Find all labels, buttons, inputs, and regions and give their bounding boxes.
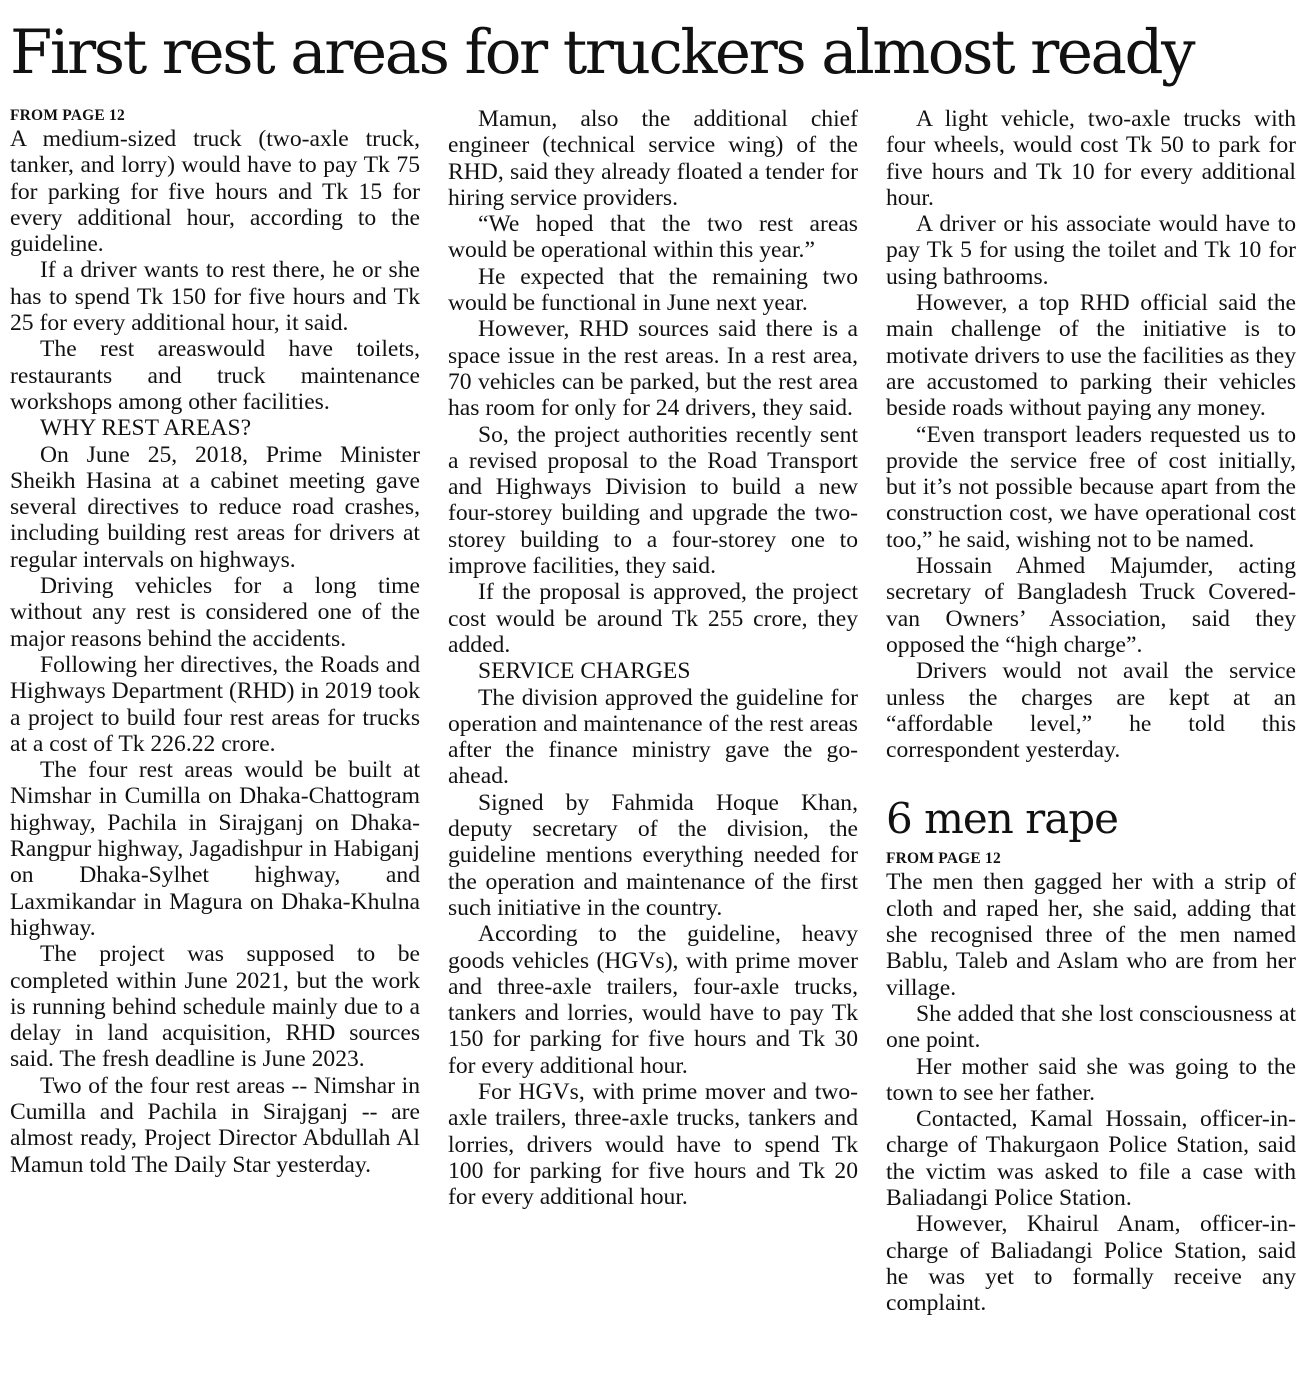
article-column-2 [448, 106, 858, 1210]
paragraph: Drivers would not avail the service unless the charges are kept at an “affordable level,” he told this correspondent yesterday. [886, 658, 1296, 764]
paragraph: He expected that the remaining two would be functional in June next year. [448, 263, 858, 317]
paragraph: “Even transport leaders requested us to provide the service free of cost initially, but it’s not possible because apart from the construction cost, we have operational cost too,” he said, wishing not to be named. [886, 421, 1296, 553]
section-subhead: WHY REST AREAS? [40, 415, 252, 442]
paragraph: Driving vehicles for a long time without any rest is considered one of the major reasons behind the accidents. [10, 573, 420, 652]
paragraph: The rest areaswould have toilets, restaurants and truck maintenance workshops among other facilities. [10, 336, 420, 415]
paragraph: The project was supposed to be completed within June 2021, but the work is running behind schedule mainly due to a delay in land acquisition, RHD sources said. The fresh deadline is June 2023. [10, 941, 420, 1073]
paragraph: A light vehicle, two-axle trucks with four wheels, would cost Tk 50 to park for five hours and Tk 10 for every additional hour. [886, 106, 1296, 211]
jump-kicker: FROM PAGE 12 [10, 107, 125, 124]
paragraph: The men then gagged her with a strip of cloth and raped her, she said, adding that she recognised three of the men named Bablu, Taleb and Aslam who are from her village. [886, 869, 1296, 1001]
article-headline: First rest areas for truckers almost ready [10, 17, 1194, 88]
paragraph: However, Khairul Anam, officer-in-charge of Baliadangi Police Station, said he was yet to formally receive any complaint. [886, 1211, 1296, 1317]
paragraph: She added that she lost consciousness at one point. [886, 1000, 1296, 1054]
paragraph: A driver or his associate would have to pay Tk 5 for using the toilet and Tk 10 for using bathrooms. [886, 211, 1296, 290]
paragraph: Her mother said she was going to the town to see her father. [886, 1053, 1296, 1106]
paragraph: However, a top RHD official said the main challenge of the initiative is to motivate drivers to use the facilities as they are accustomed to parking their vehicles beside roads without paying any money. [886, 290, 1296, 422]
paragraph: Signed by Fahmida Hoque Khan, deputy secretary of the division, the guideline mentions everything needed for the operation and maintenance of the first such initiative in the country. [448, 789, 858, 921]
section-subhead: SERVICE CHARGES [478, 658, 691, 685]
jump-kicker: FROM PAGE 12 [886, 850, 1001, 868]
paragraph: If a driver wants to rest there, he or she has to spend Tk 150 for five hours and Tk 25 for every additional hour, it said. [10, 257, 420, 337]
article-column-1 [10, 106, 420, 1178]
paragraph: However, RHD sources said there is a space issue in the rest areas. In a rest area, 70 vehicles can be parked, but the rest area has room for only for 24 drivers, they said. [448, 316, 858, 422]
paragraph: Contacted, Kamal Hossain, officer-in-charge of Thakurgaon Police Station, said the victim was asked to file a case with Baliadangi Police Station. [886, 1106, 1296, 1211]
paragraph: Two of the four rest areas -- Nimshar in Cumilla and Pachila in Sirajganj -- are almost ready, Project Director Abdullah Al Mamun told The Daily Star yesterday. [10, 1072, 420, 1178]
paragraph: A medium-sized truck (two-axle truck, tanker, and lorry) would have to pay Tk 75 for parking for five hours and Tk 15 for every additional hour, according to the guideline. [10, 126, 420, 258]
paragraph: On June 25, 2018, Prime Minister Sheikh Hasina at a cabinet meeting gave several directives to reduce road crashes, including building rest areas for drivers at regular intervals on highways. [10, 441, 420, 573]
paragraph: According to the guideline, heavy goods vehicles (HGVs), with prime mover and three-axle trailers, four-axle trucks, tankers and lorries, would have to pay Tk 150 for parking for five hours and Tk 30 for every additional hour. [448, 921, 858, 1079]
paragraph: If the proposal is approved, the project cost would be around Tk 255 crore, they added. [448, 579, 858, 658]
paragraph: So, the project authorities recently sent a revised proposal to the Road Transport and Highways Division to build a new four-storey building and upgrade the two-storey building to a four-storey one to improve facilities, they said. [448, 421, 858, 580]
paragraph: Mamun, also the additional chief engineer (technical service wing) of the RHD, said they already floated a tender for hiring service providers. [448, 106, 858, 211]
paragraph: For HGVs, with prime mover and two-axle trailers, three-axle trucks, tankers and lorries, drivers would have to spend Tk 100 for parking for five hours and Tk 20 for every additional hour. [448, 1078, 858, 1211]
second-article-headline: 6 men rape [886, 794, 1119, 844]
paragraph: Hossain Ahmed Majumder, acting secretary of Bangladesh Truck Covered-van Owners’ Association, said they opposed the “high charge”. [886, 553, 1296, 658]
article-column-3 [886, 106, 1296, 1316]
paragraph: Following her directives, the Roads and Highways Department (RHD) in 2019 took a project to build four rest areas for trucks at a cost of Tk 226.22 crore. [10, 651, 420, 757]
paragraph: “We hoped that the two rest areas would be operational within this year.” [448, 211, 858, 264]
paragraph: The four rest areas would be built at Nimshar in Cumilla on Dhaka-Chattogram highway, Pachila in Sirajganj on Dhaka-Rangpur highway, Jagadishpur in Habiganj on Dhaka-Sylhet highway, and Laxmikandar in Magura on Dhaka-Khulna highway. [10, 757, 420, 941]
paragraph: The division approved the guideline for operation and maintenance of the rest areas after the finance ministry gave the go-ahead. [448, 684, 858, 790]
